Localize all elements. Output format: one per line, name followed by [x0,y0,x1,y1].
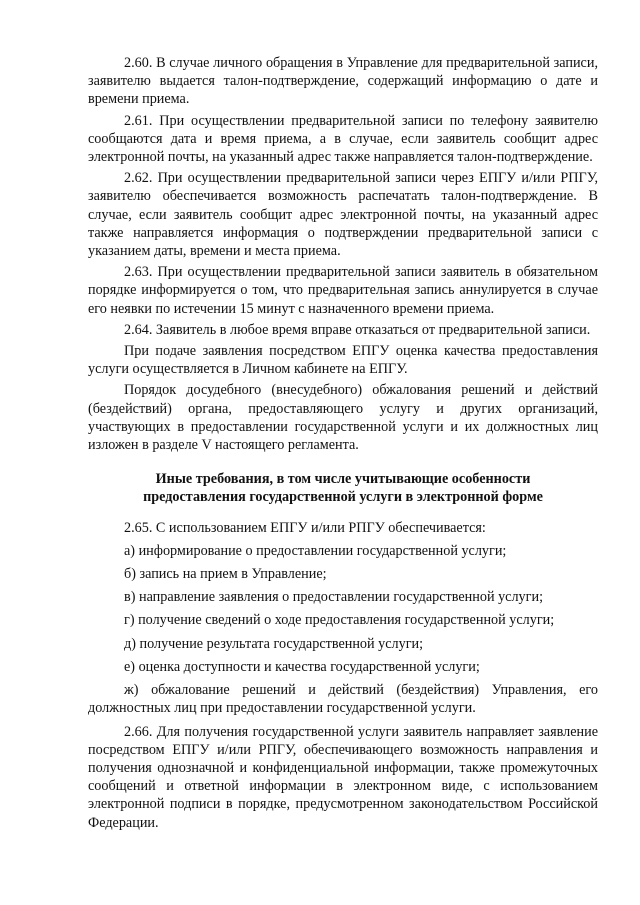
paragraph-2-62: 2.62. При осуществлении предварительной записи через ЕПГУ и/или РПГУ, заявителю обеспечивается возможность распечатать талон-подтверждение. В случае, если заявитель сообщит адрес электронной почты, на указанный адрес также направляется информация о подтверждении предварительной записи с указанием даты, времени и места приема. [88,170,598,260]
paragraph-2-63: 2.63. При осуществлении предварительной записи заявитель в обязательном порядке информируется о том, что предварительная запись аннулируется в случае его неявки по истечении 15 минут с назначенного времени приема. [88,264,598,317]
list-item-v: в) направление заявления о предоставлении государственной услуги; [124,589,544,606]
section-heading-line-2: предоставления государственной услуги в электронной форме [143,489,543,506]
list-item-e: е) оценка доступности и качества государственной услуги; [124,658,480,675]
list-item-zh: ж) обжалование решений и действий (бездействия) Управления, его должностных лиц при предоставлении государственной услуги. [88,682,598,717]
paragraph-2-61: 2.61. При осуществлении предварительной записи по телефону заявителю сообщаются дата и время приема, а в случае, если заявитель сообщит адрес электронной почты, на указанный адрес также направляется талон-подтверждение. [88,112,598,166]
section-heading [88,470,598,506]
paragraph-2-64: 2.64. Заявитель в любое время вправе отказаться от предварительной записи. [124,321,591,338]
paragraph-2-65: 2.65. С использованием ЕПГУ и/или РПГУ обеспечивается: [124,519,486,536]
paragraph-2-60: 2.60. В случае личного обращения в Управление для предварительной записи, заявителю выдается талон-подтверждение, содержащий информацию о дате и времени приема. [88,55,598,108]
section-heading-line-1: Иные требования, в том числе учитывающие особенности [155,471,531,488]
list-item-g: г) получение сведений о ходе предоставления государственной услуги; [124,612,555,629]
paragraph-epgu-rating: При подаче заявления посредством ЕПГУ оценка качества предоставления услуги осуществляется в Личном кабинете на ЕПГУ. [88,343,598,378]
list-item-d: д) получение результата государственной услуги; [124,635,424,652]
paragraph-appeal-order: Порядок досудебного (внесудебного) обжалования решений и действий (бездействий) органа, предоставляющего услугу и других организаций, участвующих в предоставлении государственной услуги и их должностных лиц изложен в разделе V настоящего регламента. [88,382,598,454]
paragraph-2-66: 2.66. Для получения государственной услуги заявитель направляет заявление посредством ЕПГУ и/или РПГУ, обеспечивающего возможность направления и получения однозначной и конфиденциальной информации, также промежуточных сообщений и ответной информации в электронном виде, с использованием электронной подписи в порядке, предусмотренном законодательством Российской Федерации. [88,723,598,831]
list-item-a: а) информирование о предоставлении государственной услуги; [124,542,507,559]
list-item-b: б) запись на прием в Управление; [124,566,327,583]
document-page [88,54,598,835]
